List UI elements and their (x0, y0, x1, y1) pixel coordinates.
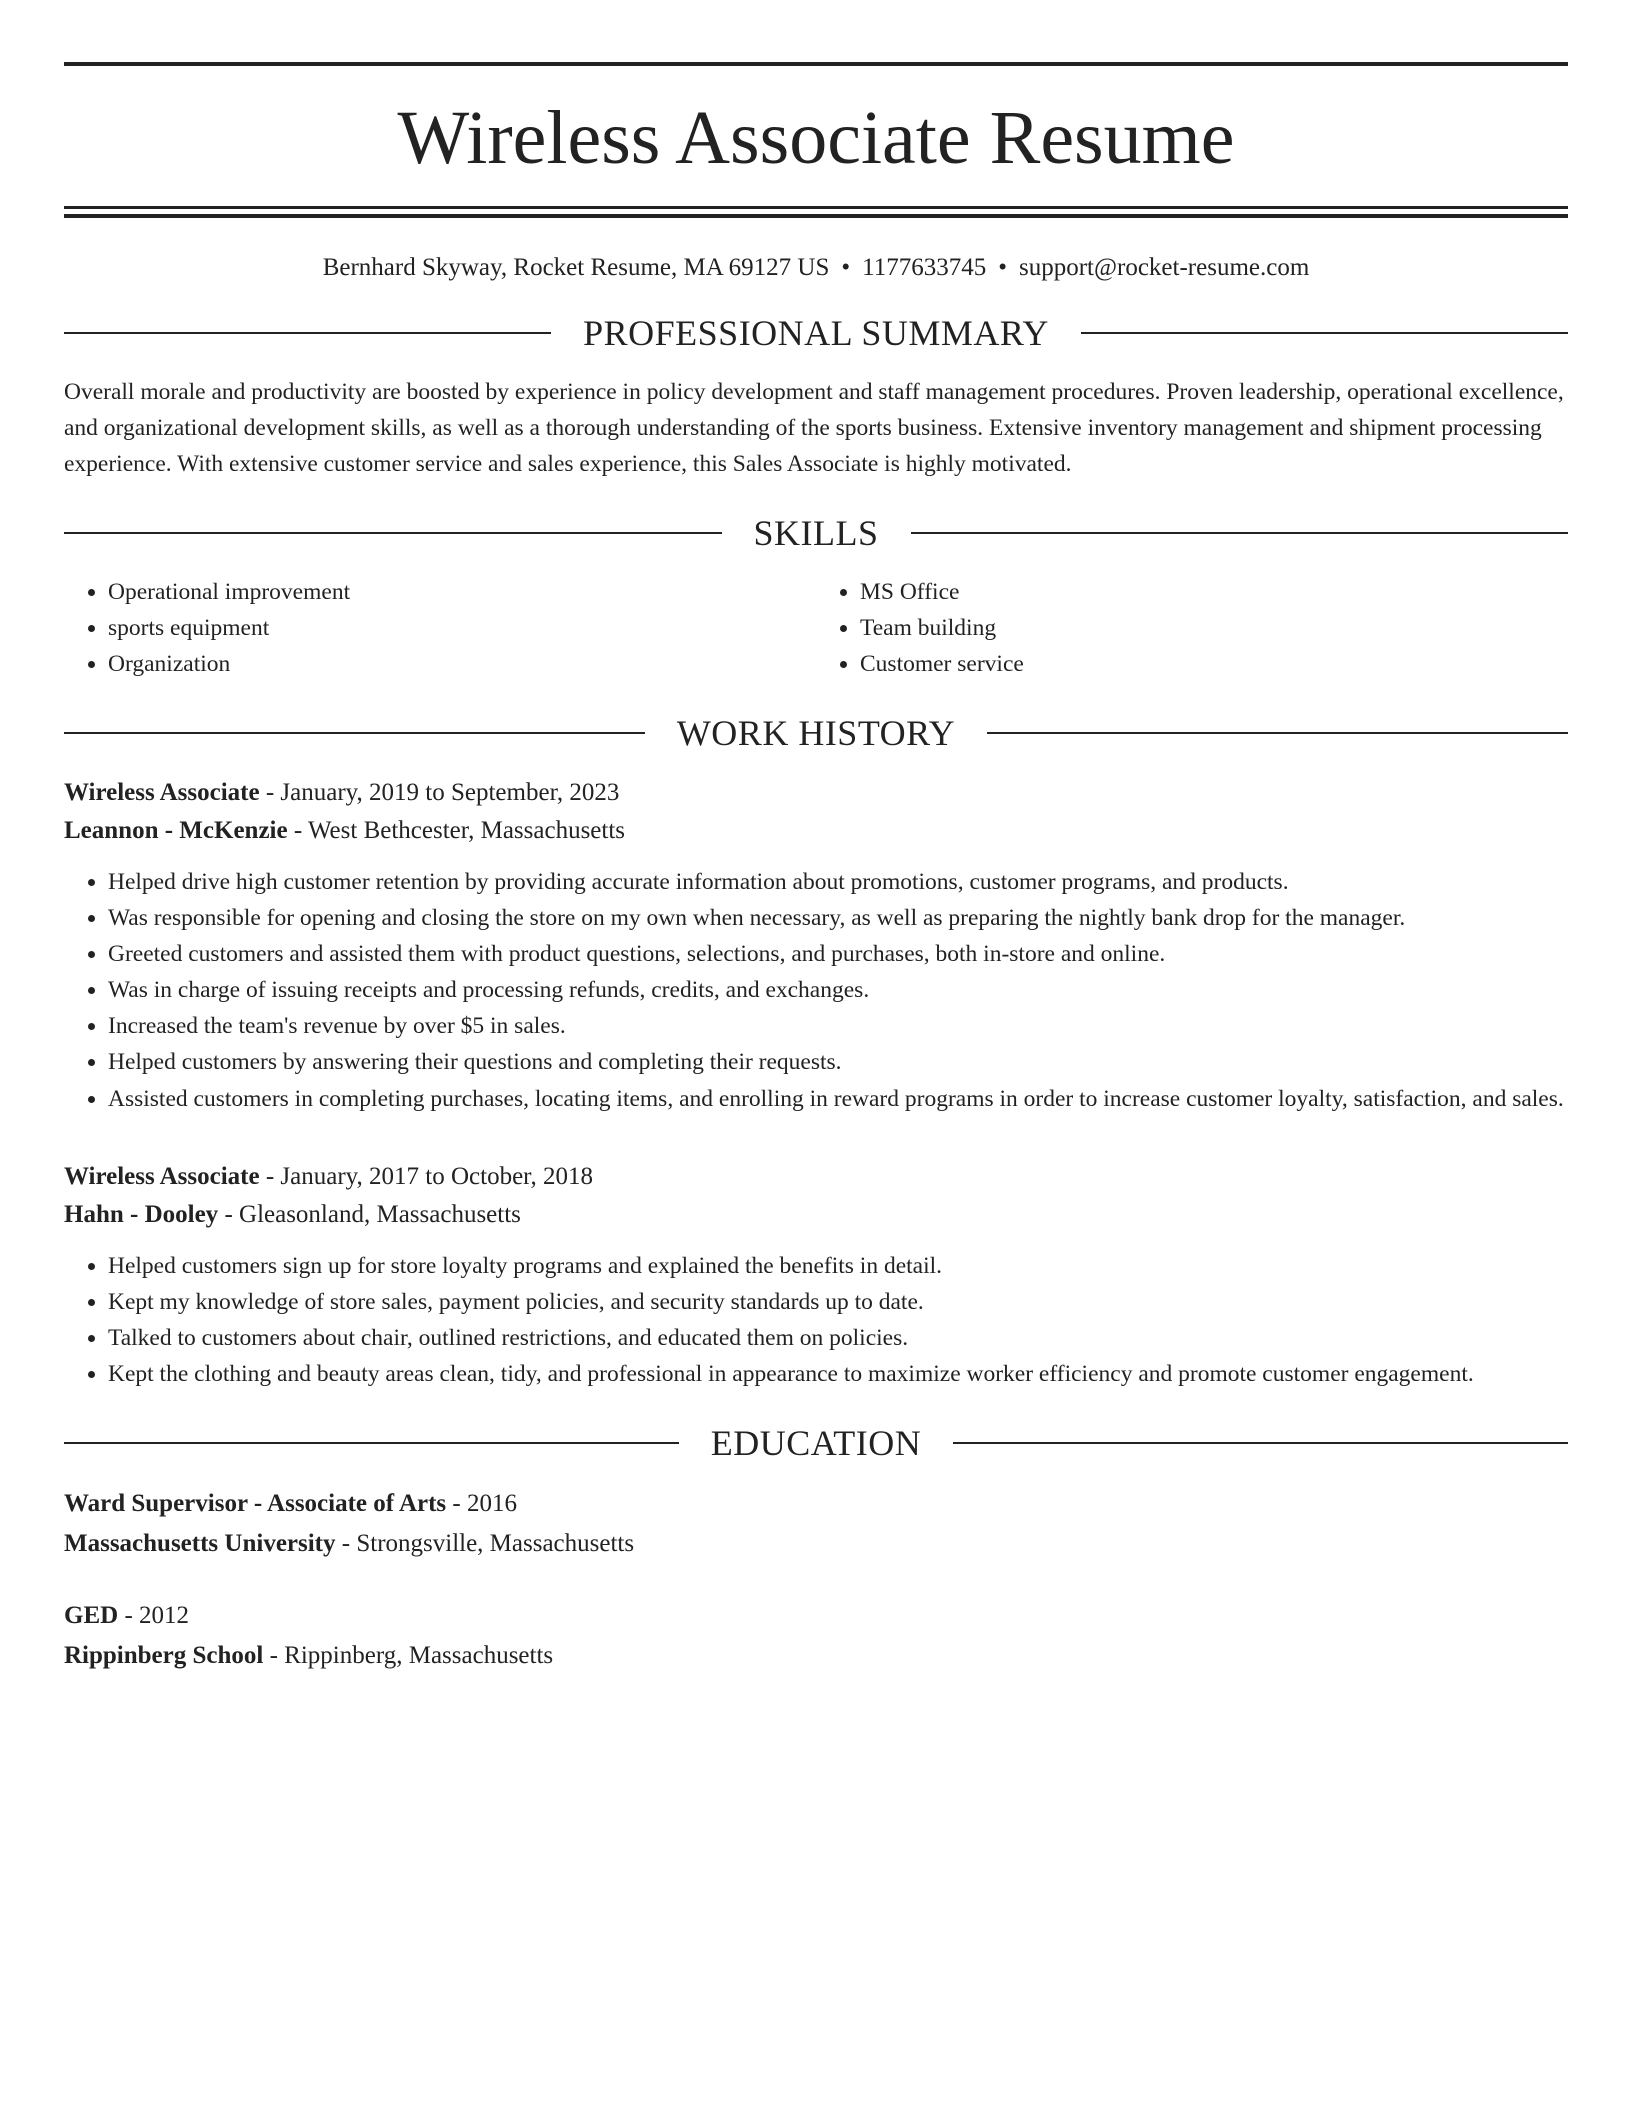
job-title: Wireless Associate (64, 1163, 260, 1190)
job-bullet: • Kept my knowledge of store sales, payment policies, and security standards up to date. (108, 1284, 1568, 1320)
skills-column-left (64, 574, 816, 682)
skill-item: • Team building (860, 610, 1568, 646)
skills-list (64, 574, 1568, 682)
contact-separator: • (998, 254, 1007, 281)
education-school-line (64, 1524, 1568, 1564)
job-company-line (64, 1196, 1568, 1234)
job-title-line (64, 774, 1568, 812)
job-bullet: • Kept the clothing and beauty areas clean, tidy, and professional in appearance to maximize worker efficiency and promote customer engagement. (108, 1356, 1568, 1392)
section-rule-left (64, 1442, 679, 1444)
job-bullet: • Talked to customers about chair, outlined restrictions, and educated them on policies. (108, 1320, 1568, 1356)
education-year: - 2012 (118, 1602, 190, 1629)
skill-item: • Customer service (860, 646, 1568, 682)
job-title: Wireless Associate (64, 779, 260, 806)
contact-separator: • (841, 254, 851, 281)
section-rule-left (64, 332, 551, 334)
job-bullets (64, 864, 1568, 1118)
job-location: - West Bethcester, Massachusetts (287, 817, 626, 844)
section-rule-left (64, 532, 722, 534)
job-dates: - January, 2019 to September, 2023 (259, 779, 620, 806)
job-entry (64, 774, 1568, 1118)
summary-text: Overall morale and productivity are boosted by experience in policy development and staff management procedures. Proven leadership, operational excellence, and organizational development skills, as well as a thorough understanding of the sports business. Extensive inventory management and shipment processing experience. With extensive customer service and sales experience, this Sales Associate is highly motivated. (64, 379, 1564, 477)
education-heading: EDUCATION (710, 1423, 922, 1463)
section-rule-right (911, 532, 1569, 534)
skills-heading: SKILLS (753, 513, 879, 553)
job-bullet: • Helped customers sign up for store loyalty programs and explained the benefits in detail. (108, 1248, 1568, 1284)
education-school: Rippinberg School (64, 1642, 264, 1669)
job-bullet: • Increased the team's revenue by over $5 in sales. (108, 1008, 1568, 1044)
contact-phone: 1177633745 (862, 254, 987, 281)
contact-email: support@rocket-resume.com (1018, 254, 1310, 281)
job-title-line (64, 1158, 1568, 1196)
job-location: - Gleasonland, Massachusetts (218, 1201, 521, 1228)
education-year: - 2016 (446, 1490, 517, 1517)
section-rule-right (987, 732, 1568, 734)
education-location: - Rippinberg, Massachusetts (263, 1642, 554, 1669)
education-section-header (64, 1422, 1568, 1464)
section-rule-left (64, 732, 645, 734)
job-bullet: • Greeted customers and assisted them with product questions, selections, and purchases, both in-store and online. (108, 936, 1568, 972)
job-bullet: • Helped customers by answering their questions and completing their requests. (108, 1044, 1568, 1080)
summary-heading: PROFESSIONAL SUMMARY (583, 313, 1049, 353)
education-school-line (64, 1636, 1568, 1676)
job-bullet: • Was in charge of issuing receipts and processing refunds, credits, and exchanges. (108, 972, 1568, 1008)
education-degree-line (64, 1596, 1568, 1636)
job-bullet: • Helped drive high customer retention by providing accurate information about promotions, customer programs, and products. (108, 864, 1568, 900)
summary-section-header (64, 312, 1568, 354)
skill-item: • sports equipment (108, 610, 816, 646)
education-degree-line (64, 1484, 1568, 1524)
section-rule-right (1081, 332, 1568, 334)
job-bullet: • Assisted customers in completing purchases, locating items, and enrolling in reward programs in order to increase customer loyalty, satisfaction, and sales. (108, 1080, 1568, 1118)
section-rule-right (953, 1442, 1568, 1444)
skills-section-header (64, 512, 1568, 554)
job-entry (64, 1158, 1568, 1392)
job-dates: - January, 2017 to October, 2018 (259, 1163, 594, 1190)
skill-item: • Operational improvement (108, 574, 816, 610)
education-degree: Ward Supervisor - Associate of Arts (64, 1490, 447, 1517)
contact-line (64, 254, 1568, 282)
skill-item: • MS Office (860, 574, 1568, 610)
education-degree: GED (64, 1602, 119, 1629)
skills-column-right (816, 574, 1568, 682)
education-entry (64, 1484, 1568, 1564)
job-company: Hahn - Dooley (64, 1201, 219, 1228)
resume-page (64, 0, 1568, 1676)
work-section-header (64, 712, 1568, 754)
job-company-line (64, 812, 1568, 850)
resume-title: Wireless Associate Resume (397, 96, 1235, 180)
education-school: Massachusetts University (64, 1530, 336, 1557)
education-location: - Strongsville, Massachusetts (335, 1530, 635, 1557)
title-double-rule (64, 206, 1568, 218)
education-entry (64, 1596, 1568, 1676)
job-bullets (64, 1248, 1568, 1392)
job-company: Leannon - McKenzie (64, 817, 288, 844)
work-heading: WORK HISTORY (676, 713, 956, 753)
skill-item: • Organization (108, 646, 816, 682)
contact-address: Bernhard Skyway, Rocket Resume, MA 69127 US (322, 254, 830, 281)
job-bullet: • Was responsible for opening and closing the store on my own when necessary, as well as preparing the nightly bank drop for the manager. (108, 900, 1568, 936)
